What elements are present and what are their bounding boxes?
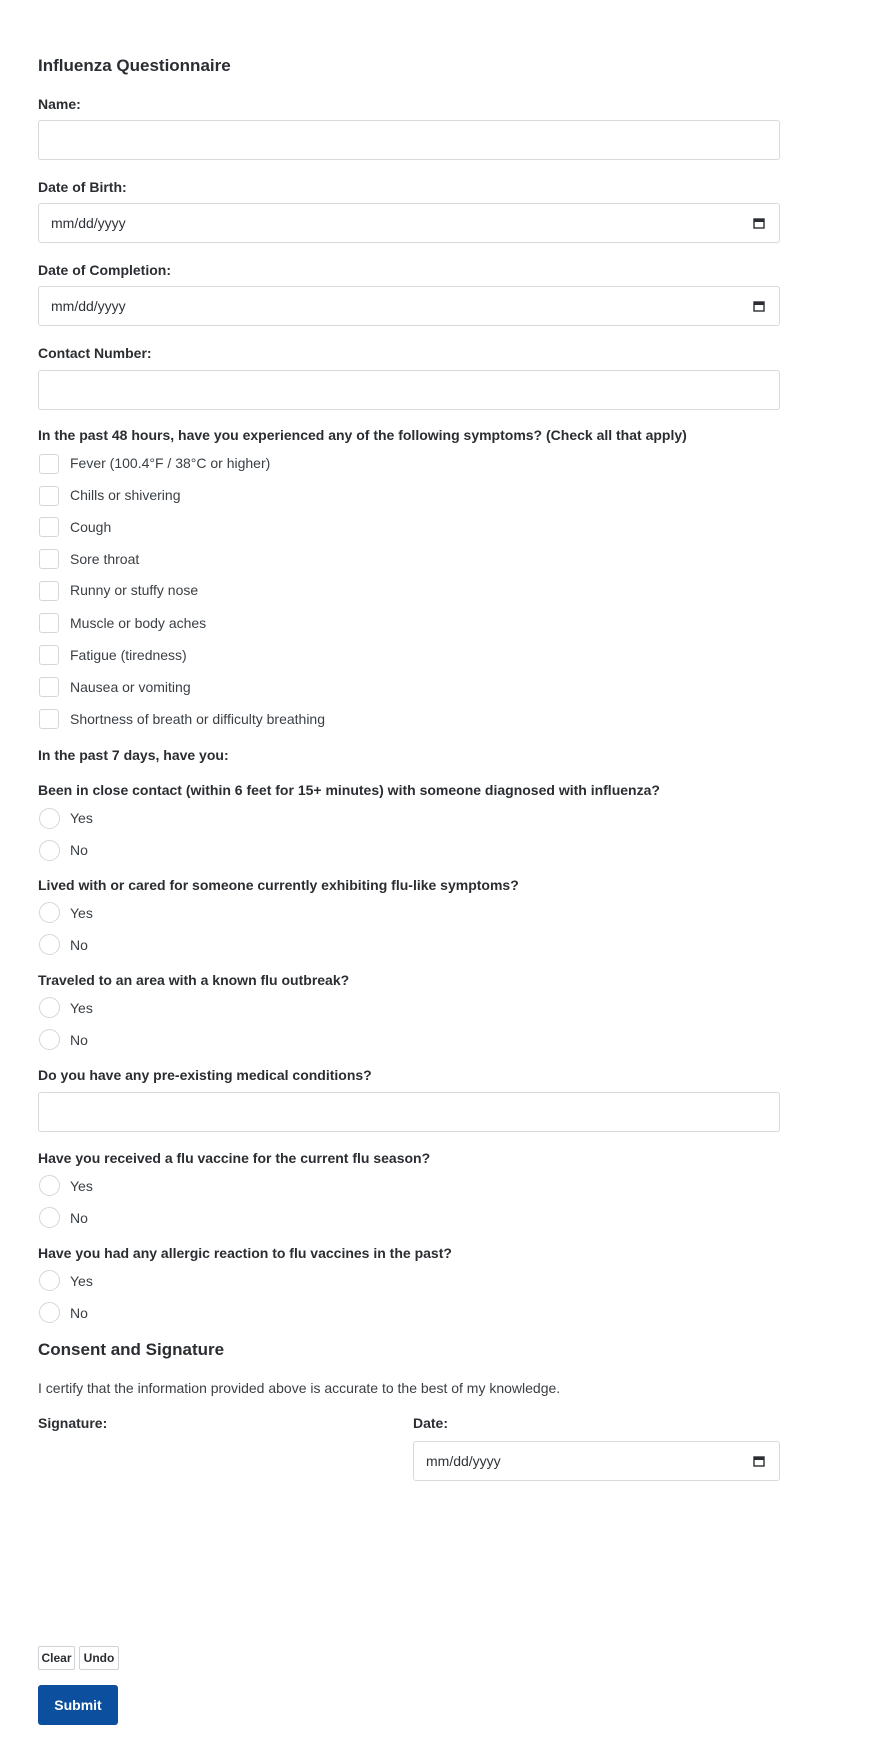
symptom-checkbox[interactable] <box>39 517 59 537</box>
symptom-label: Runny or stuffy nose <box>70 582 199 598</box>
allergy-no-label: No <box>70 1305 88 1321</box>
vaccine-yes-radio[interactable] <box>39 1175 60 1196</box>
signature-pad[interactable] <box>38 1440 398 1640</box>
doc-label: Date of Completion: <box>38 262 171 278</box>
allergy-yes-label: Yes <box>70 1273 93 1289</box>
symptom-label: Chills or shivering <box>70 487 181 503</box>
q1-no-radio[interactable] <box>39 840 60 861</box>
allergy-yes-radio[interactable] <box>39 1270 60 1291</box>
symptom-label: Nausea or vomiting <box>70 679 191 695</box>
q2-yes-radio[interactable] <box>39 902 60 923</box>
exposure-question-3: Traveled to an area with a known flu outbreak? <box>38 972 350 988</box>
symptom-checkbox[interactable] <box>39 709 59 729</box>
q3-no-label: No <box>70 1032 88 1048</box>
contact-label: Contact Number: <box>38 345 152 361</box>
submit-button[interactable]: Submit <box>38 1685 118 1725</box>
symptom-checkbox[interactable] <box>39 581 59 601</box>
q2-no-label: No <box>70 937 88 953</box>
calendar-icon[interactable] <box>753 217 765 229</box>
q3-yes-radio[interactable] <box>39 997 60 1018</box>
conditions-input[interactable] <box>38 1092 780 1132</box>
dob-placeholder: mm/dd/yyyy <box>51 215 126 231</box>
vaccine-no-label: No <box>70 1210 88 1226</box>
consent-statement: I certify that the information provided above is accurate to the best of my knowledge. <box>38 1380 561 1396</box>
calendar-icon[interactable] <box>753 300 765 312</box>
consent-date-label: Date: <box>413 1415 449 1431</box>
clear-button[interactable]: Clear <box>38 1646 75 1670</box>
allergy-no-radio[interactable] <box>39 1302 60 1323</box>
symptom-label: Sore throat <box>70 551 140 567</box>
name-input[interactable] <box>38 120 780 160</box>
q2-yes-label: Yes <box>70 905 93 921</box>
symptom-checkbox[interactable] <box>39 486 59 506</box>
conditions-label: Do you have any pre-existing medical conditions? <box>38 1067 372 1083</box>
calendar-icon[interactable] <box>753 1455 765 1467</box>
q3-no-radio[interactable] <box>39 1029 60 1050</box>
q2-no-radio[interactable] <box>39 934 60 955</box>
consent-date-input[interactable] <box>413 1441 780 1481</box>
symptom-label: Fever (100.4°F / 38°C or higher) <box>70 455 271 471</box>
symptom-label: Shortness of breath or difficulty breathing <box>70 711 326 727</box>
symptom-checkbox[interactable] <box>39 613 59 633</box>
q1-yes-radio[interactable] <box>39 808 60 829</box>
q3-yes-label: Yes <box>70 1000 93 1016</box>
name-label: Name: <box>38 96 81 112</box>
consent-date-placeholder: mm/dd/yyyy <box>426 1453 501 1469</box>
allergy-question: Have you had any allergic reaction to flu vaccines in the past? <box>38 1245 452 1261</box>
consent-title: Consent and Signature <box>38 1340 225 1359</box>
vaccine-question: Have you received a flu vaccine for the current flu season? <box>38 1150 431 1166</box>
vaccine-yes-label: Yes <box>70 1178 93 1194</box>
doc-input[interactable] <box>38 286 780 326</box>
vaccine-no-radio[interactable] <box>39 1207 60 1228</box>
symptom-label: Muscle or body aches <box>70 615 207 631</box>
exposure-question-2: Lived with or cared for someone currently exhibiting flu-like symptoms? <box>38 877 519 893</box>
symptom-checkbox[interactable] <box>39 454 59 474</box>
symptom-checkbox[interactable] <box>39 549 59 569</box>
form-title: Influenza Questionnaire <box>38 56 231 75</box>
undo-button[interactable]: Undo <box>79 1646 119 1670</box>
exposure-question-1: Been in close contact (within 6 feet for 15+ minutes) with someone diagnosed with influenza? <box>38 782 660 798</box>
symptom-checkbox[interactable] <box>39 645 59 665</box>
signature-label: Signature: <box>38 1415 108 1431</box>
symptom-label: Cough <box>70 519 112 535</box>
doc-placeholder: mm/dd/yyyy <box>51 298 126 314</box>
q1-no-label: No <box>70 842 88 858</box>
dob-label: Date of Birth: <box>38 179 127 195</box>
symptom-checkbox[interactable] <box>39 677 59 697</box>
contact-input[interactable] <box>38 370 780 410</box>
q1-yes-label: Yes <box>70 810 93 826</box>
symptom-label: Fatigue (tiredness) <box>70 647 187 663</box>
dob-input[interactable] <box>38 203 780 243</box>
symptoms-question: In the past 48 hours, have you experienced any of the following symptoms? (Check all that apply) <box>38 427 687 443</box>
exposure-heading: In the past 7 days, have you: <box>38 747 229 763</box>
